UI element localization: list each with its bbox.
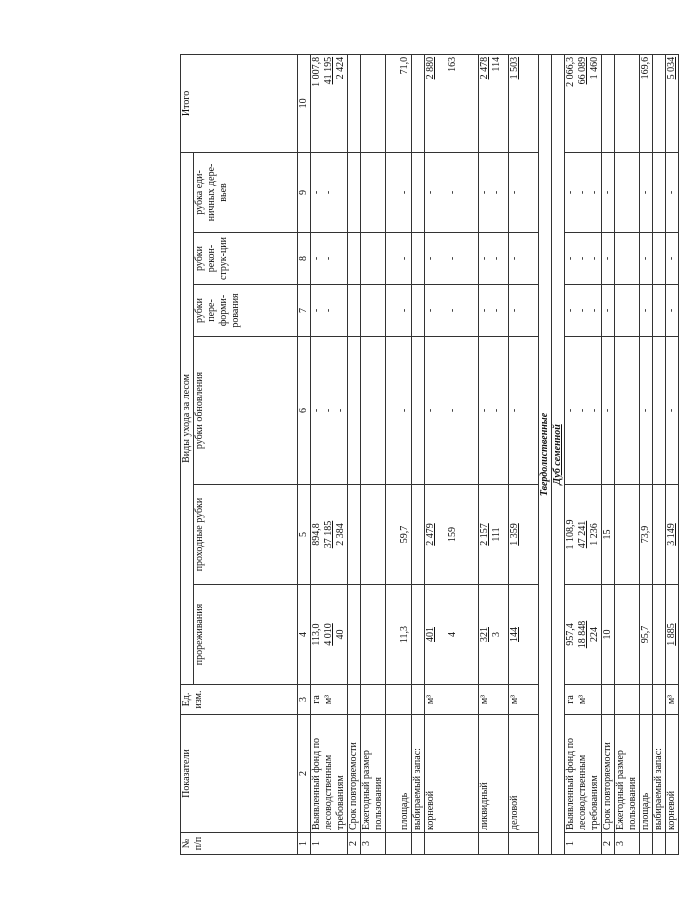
- value-m3: -: [323, 190, 334, 195]
- s2-repeat-thinning: 10: [602, 585, 615, 685]
- s1-area-label: площадь: [386, 715, 412, 833]
- s2-fund-label: Выявленный фонд по лесоводственным требованиям: [565, 715, 602, 833]
- value-ha: 1 007,8: [311, 56, 322, 87]
- s2-root-single: -: [666, 152, 679, 232]
- s1-business-reconstruction: -: [509, 233, 539, 285]
- unit-m3: м³: [323, 694, 334, 705]
- s1-liquid-reconstruction: [479, 233, 509, 285]
- s1-liquid-passage: [479, 485, 509, 585]
- value-ha: -: [565, 308, 576, 313]
- s1-liquid-total: [479, 54, 509, 152]
- s1-business-label: деловой: [509, 715, 539, 833]
- header-unit: Ед. изм.: [181, 685, 298, 715]
- s2-root-passage: 3 149: [666, 485, 679, 585]
- unit-m3: м³: [666, 685, 679, 715]
- s2-fund-reconstruction: [565, 233, 602, 285]
- row-number: 1: [565, 833, 602, 855]
- s2-subtitle-row: [552, 54, 565, 854]
- unit-ha: га: [565, 695, 576, 704]
- value-b: -: [491, 256, 502, 261]
- colnum-cell: 1: [298, 833, 311, 855]
- value-ha: -: [565, 190, 576, 195]
- value-m3: -: [323, 308, 334, 313]
- value-a: 2 880: [425, 56, 436, 80]
- unit-cell: [565, 685, 602, 715]
- header-types-group: Виды ухода за лесом: [181, 152, 194, 684]
- s1-root-single: [425, 152, 479, 232]
- s1-root-row: [425, 54, 479, 854]
- value-ha: -: [311, 308, 322, 313]
- unit-m3: м³: [479, 685, 509, 715]
- s2-repeat-label: Срок повторяемости: [602, 715, 615, 833]
- value-m3: 41 195: [323, 56, 334, 85]
- s2-area-single: -: [640, 152, 653, 232]
- colnum-cell: 4: [298, 585, 311, 685]
- value-m3-b: 2 384: [335, 523, 346, 546]
- s2-harvest-row: [653, 54, 666, 854]
- s1-area-single: -: [386, 152, 412, 232]
- value-m3-b: 2 424: [335, 56, 346, 80]
- s1-business-passage: 1 359: [509, 485, 539, 585]
- value-a: -: [425, 308, 436, 313]
- value-a: -: [479, 256, 490, 261]
- forest-care-table: [180, 54, 679, 855]
- s1-fund-passage: [311, 485, 348, 585]
- value-b: 111: [491, 527, 502, 542]
- value-a: -: [479, 308, 490, 313]
- value-b: -: [447, 408, 458, 413]
- colnum-cell: 2: [298, 715, 311, 833]
- s1-liquid-single: [479, 152, 509, 232]
- s1-annual-row: [361, 54, 386, 854]
- s2-area-total: 169,6: [640, 54, 653, 152]
- value-ha: -: [565, 256, 576, 261]
- value-m3-b: 224: [589, 627, 600, 642]
- s2-root-renewal: -: [666, 337, 679, 485]
- s1-repeat-label: Срок повторяемости: [348, 715, 361, 833]
- header-reconstruction: рубки рекон-струк-ции: [194, 233, 298, 285]
- s1-liquid-label: ликвидный: [479, 715, 509, 833]
- header-indicators: Показатели: [181, 715, 298, 833]
- s2-root-row: [666, 54, 679, 854]
- s2-area-reformation: -: [640, 285, 653, 337]
- s2-title-row: [539, 54, 552, 854]
- s2-fund-thinning: [565, 585, 602, 685]
- s2-repeat-passage: 15: [602, 485, 615, 585]
- value-a: 2 157: [479, 523, 490, 546]
- value-m3-b: -: [589, 408, 600, 413]
- s2-title-1: Твердолиственные: [539, 54, 552, 854]
- s1-area-reformation: -: [386, 285, 412, 337]
- s1-area-thinning: 11,3: [386, 585, 412, 685]
- s2-fund-single: [565, 152, 602, 232]
- s1-root-label: корневой: [425, 715, 479, 833]
- value-m3-b: -: [589, 256, 600, 261]
- value-m3: 47 241: [577, 520, 588, 549]
- unit-ha: га: [311, 695, 322, 704]
- value-a: -: [479, 408, 490, 413]
- s1-fund-thinning: [311, 585, 348, 685]
- header-total: Итого: [181, 54, 298, 152]
- s2-root-thinning: 1 885: [666, 585, 679, 685]
- unit-cell: [311, 685, 348, 715]
- s1-root-reformation: [425, 285, 479, 337]
- value-m3-b: 40: [335, 629, 346, 640]
- s2-root-reconstruction: -: [666, 233, 679, 285]
- s1-fund-total: [311, 54, 348, 152]
- value-b: 159: [447, 527, 458, 542]
- s2-harvest-label: выбираемый запас:: [653, 715, 666, 833]
- s2-annual-row: [615, 54, 640, 854]
- colnum-cell: 5: [298, 485, 311, 585]
- value-b: 114: [491, 56, 502, 72]
- value-m3: -: [323, 408, 334, 413]
- value-a: -: [425, 256, 436, 261]
- s2-root-total: 5 034: [666, 54, 679, 152]
- colnum-cell: 6: [298, 337, 311, 485]
- value-ha: 894,8: [311, 523, 322, 546]
- unit-m3: м³: [425, 685, 479, 715]
- s2-repeat-reconstruction: -: [602, 233, 615, 285]
- s2-fund-renewal: [565, 337, 602, 485]
- value-ha: 2 066,3: [565, 56, 576, 87]
- colnum-cell: 8: [298, 233, 311, 285]
- s1-root-passage: [425, 485, 479, 585]
- s2-area-row: [640, 54, 653, 854]
- value-ha: 1 108,9: [565, 519, 576, 550]
- s1-fund-reformation: [311, 285, 348, 337]
- value-m3: -: [577, 190, 588, 195]
- value-ha: -: [311, 256, 322, 261]
- value-m3: 37 185: [323, 520, 334, 549]
- s1-harvest-row: [412, 54, 425, 854]
- rotated-table-container: [180, 55, 677, 855]
- s1-area-passage: 59,7: [386, 485, 412, 585]
- s1-area-reconstruction: -: [386, 233, 412, 285]
- s2-root-label: корневой: [666, 715, 679, 833]
- s1-area-row: [386, 54, 412, 854]
- value-b: -: [491, 308, 502, 313]
- value-a: 2 478: [479, 56, 490, 80]
- s1-liquid-thinning: [479, 585, 509, 685]
- s2-root-reformation: -: [666, 285, 679, 337]
- s1-repeat-row: [348, 54, 361, 854]
- value-m3: -: [577, 256, 588, 261]
- value-b: 4: [447, 632, 458, 637]
- s2-repeat-reformation: -: [602, 285, 615, 337]
- s2-repeat-single: -: [602, 152, 615, 232]
- value-a: 401: [425, 627, 436, 642]
- value-m3: 66 089: [577, 56, 588, 85]
- s1-fund-renewal: [311, 337, 348, 485]
- value-m3-b: -: [335, 408, 346, 413]
- value-a: 2 479: [425, 523, 436, 546]
- s2-area-passage: 73,9: [640, 485, 653, 585]
- colnum-cell: 9: [298, 152, 311, 232]
- header-no: № п/п: [181, 833, 298, 855]
- value-m3: -: [577, 308, 588, 313]
- s1-business-thinning: 144: [509, 585, 539, 685]
- s2-area-thinning: 95,7: [640, 585, 653, 685]
- table-header-row: [181, 54, 194, 854]
- s1-fund-row: [311, 54, 348, 854]
- value-ha: -: [311, 408, 322, 413]
- s2-fund-passage: [565, 485, 602, 585]
- s2-annual-label: Ежегодный размер пользования: [615, 715, 640, 833]
- s1-business-reformation: -: [509, 285, 539, 337]
- s2-repeat-total: [602, 54, 615, 152]
- value-b: 163: [447, 56, 458, 72]
- colnum-cell: 10: [298, 54, 311, 152]
- value-b: -: [447, 190, 458, 195]
- s2-title-2: Дуб семенной: [552, 54, 565, 854]
- s1-liquid-row: [479, 54, 509, 854]
- value-m3: 4 010: [323, 623, 334, 646]
- value-a: -: [425, 190, 436, 195]
- value-m3: -: [577, 408, 588, 413]
- s1-root-thinning: [425, 585, 479, 685]
- value-b: -: [491, 190, 502, 195]
- value-m3-b: 1 460: [589, 56, 600, 80]
- value-ha: 113,0: [311, 623, 322, 646]
- s1-liquid-renewal: [479, 337, 509, 485]
- s2-area-reconstruction: -: [640, 233, 653, 285]
- header-reformation: рубки пере-форми-рования: [194, 285, 298, 337]
- value-m3-b: 1 236: [589, 523, 600, 546]
- row-number: 2: [602, 833, 615, 855]
- value-b: -: [447, 308, 458, 313]
- colnum-cell: 3: [298, 685, 311, 715]
- value-m3: -: [323, 256, 334, 261]
- s1-business-renewal: -: [509, 337, 539, 485]
- s2-area-renewal: -: [640, 337, 653, 485]
- value-m3: 18 848: [577, 620, 588, 649]
- value-m3-b: -: [589, 308, 600, 313]
- value-a: -: [479, 190, 490, 195]
- unit-m3: м³: [577, 694, 588, 705]
- header-single-trees: рубка еди-ничных дере-вьев: [194, 152, 298, 232]
- s2-repeat-row: [602, 54, 615, 854]
- value-ha: -: [565, 408, 576, 413]
- value-a: -: [425, 408, 436, 413]
- row-number: 2: [348, 833, 361, 855]
- s1-business-row: [509, 54, 539, 854]
- header-thinning: прореживания: [194, 585, 298, 685]
- row-number: 3: [361, 833, 386, 855]
- value-a: 321: [479, 627, 490, 642]
- s2-repeat-renewal: -: [602, 337, 615, 485]
- s2-fund-reformation: [565, 285, 602, 337]
- unit-m3: м³: [509, 685, 539, 715]
- colnum-cell: 7: [298, 285, 311, 337]
- row-number: 3: [615, 833, 640, 855]
- s1-root-renewal: [425, 337, 479, 485]
- s1-fund-label: Выявленный фонд по лесоводственным требованиям: [311, 715, 348, 833]
- value-ha: 957,4: [565, 623, 576, 646]
- value-ha: -: [311, 190, 322, 195]
- s1-annual-label: Ежегодный размер пользования: [361, 715, 386, 833]
- s2-fund-row: [565, 54, 602, 854]
- s1-harvest-label: выбираемый запас:: [412, 715, 425, 833]
- s1-root-reconstruction: [425, 233, 479, 285]
- s1-root-total: [425, 54, 479, 152]
- value-b: -: [491, 408, 502, 413]
- value-m3-b: -: [589, 190, 600, 195]
- row-number: 1: [311, 833, 348, 855]
- s1-business-total: 1 503: [509, 54, 539, 152]
- s2-fund-total: [565, 54, 602, 152]
- s1-fund-single: [311, 152, 348, 232]
- s1-liquid-reformation: [479, 285, 509, 337]
- s2-area-label: площадь: [640, 715, 653, 833]
- s1-area-total: 71,0: [386, 54, 412, 152]
- s1-area-renewal: -: [386, 337, 412, 485]
- header-renewal: рубки обновления: [194, 337, 298, 485]
- value-b: 3: [491, 632, 502, 637]
- column-numbers-row: [298, 54, 311, 854]
- s1-fund-reconstruction: [311, 233, 348, 285]
- header-passage: проходные рубки: [194, 485, 298, 585]
- s1-business-single: -: [509, 152, 539, 232]
- value-b: -: [447, 256, 458, 261]
